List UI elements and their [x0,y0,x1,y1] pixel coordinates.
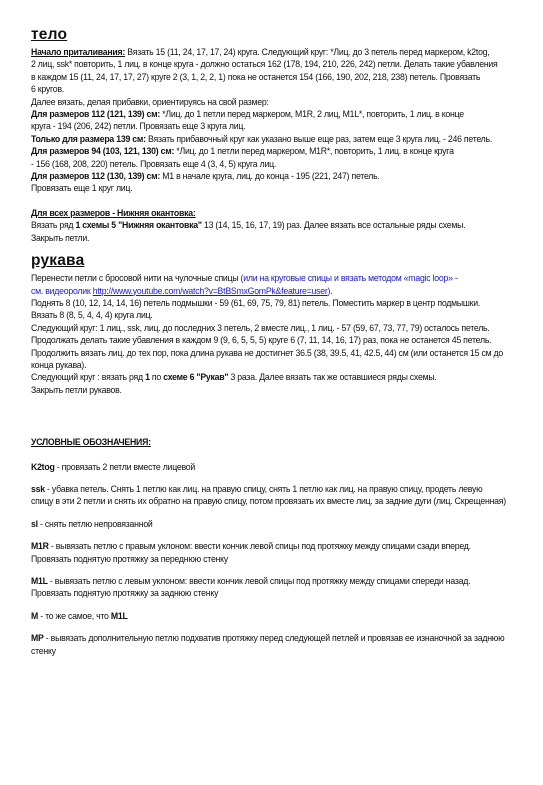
sleeve-line-4: Вязать 8 (8, 5, 4, 4, 4) круга лиц. [31,309,153,321]
sleeve-line-5: Следующий круг: 1 лиц., ssk, лиц. до последних 3 петель, 2 вместе лиц., 1 лиц. - 57 (59, 67, 73, 77, 79) осталось петель. [31,321,490,333]
sleeve-line-10: Закрыть петли рукавов. [31,383,122,395]
size-112-paragraph: Для размеров 112 (121, 139) см: *Лиц. до 1 петли перед маркером, M1R, 2 лиц, M1L*, повторить, 1 лиц. в конце [31,108,464,120]
sleeve-line-2: см. видеоролик http://www.youtube.com/watch?v=BtBSmxGomPk&feature=user). [31,284,333,296]
waist-label: Начало приталивания: [31,46,126,57]
waist-paragraph: Начало приталивания: Вязать 15 (11, 24, 17, 17, 24) круга. Следующий круг: *Лиц. до 3 петель перед маркером, k2tog, [31,46,490,57]
legend-m1l: M1L - вывязать петлю с левым уклоном: ввести кончик левой спицы под протяжку между спицами спереди назад. [31,575,471,586]
size-139-paragraph: Только для размера 139 см: Вязать прибавочный круг как указано выше еще раз, затем еще 3 круга лиц. - 246 петель. [31,132,493,144]
continue-text: Далее вязать, делая прибавки, ориентируясь на свой размер: [31,95,269,107]
sleeve-line-7: Продолжить вязать лиц. до тех пор, пока длина рукава не достигнет 36.5 (38, 39.5, 41, 42.5, 44) см (или останется 15 см до [31,346,504,358]
sleeve-line-1: Перенести петли с бросовой нити на чулочные спицы (или на круговые спицы и вязать методом «magic loop» - [31,272,458,284]
section-title-sleeves: рукава [31,252,85,270]
size-94-paragraph: Для размеров 94 (103, 121, 130) см: *Лиц. до 1 петли перед маркером, M1R*, повторить, 1 лиц. в конце круга [31,145,454,157]
sleeve-line-3: Поднять 8 (10, 12, 14, 14, 16) петель подмышки - 59 (61, 69, 75, 79, 81) петель. Поместить маркер в центр подмышки. [31,296,481,308]
all-sizes-paragraph: Вязать ряд 1 схемы 5 "Нижняя окантовка" 13 (14, 15, 16, 17, 19) раз. Далее вязать все остальные ряды схемы. [31,219,466,231]
legend-mp: MP - вывязать дополнительную петлю подхватив протяжку перед следующей петлей и провязав ее изнаночной за заднюю [31,632,505,644]
size-112b-paragraph: Для размеров 112 (130, 139) см: M1 в начале круга, лиц. до конца - 195 (221, 247) петель. [31,170,380,182]
legend-m: M - то же самое, что M1L [31,609,128,621]
all-sizes-label: Для всех размеров - Нижняя окантовка: [31,206,196,218]
section-title-body: тело [31,26,68,43]
sleeve-line-6: Продолжать делать такие убавления в каждом 9 (9, 6, 5, 5, 5) круге 6 (7, 11, 14, 16, 17) раз, пока не останется 45 петель. [31,334,492,346]
legend-sl: sl - снять петлю непровязанной [31,517,153,529]
video-link[interactable]: http://www.youtube.com/watch?v=BtBSmxGomPk&feature=user [92,284,328,296]
sleeve-line-8: конца рукава). [31,358,87,370]
legend-ssk: ssk - убавка петель. Снять 1 петлю как лиц. на правую спицу, снять 1 петлю как лиц. на правую спицу, продеть левую [31,482,483,494]
legend-title: УСЛОВНЫЕ ОБОЗНАЧЕНИЯ: [31,436,151,448]
document-page: тело Начало приталивания: Вязать 15 (11, 24, 17, 17, 24) круга. Следующий круг: *Лиц. до 3 петель перед маркером, k2tog, 2 лиц, ssk* повторить, 1 лиц. в конце круга - должно остаться 162 (178, 194, 210, 226, 242) петли. Делать такие убавления в каждом 15 (11, 24, 17, 17, 27) круге 2 (3, 1, 2, 2, 1) пока не останется 154 (166, 190, 202, 218, 238) петель. Провязать 6 кругов. Далее вязать, делая прибавки, ориентируясь на свой размер: Для размеров 112 (121, 139) см: *Лиц. до 1 петли перед маркером, M1R, 2 лиц, M1L*, повторить, 1 лиц. в конце круга - 194 (206, 242) петли. Провязать еще 3 круга лиц. Только для размера 139 см: Вязать прибавочный круг как указано выше еще раз, затем еще 3 круга лиц. - 246 петель. Для размеров 94 (103, 121, 130) см: *Лиц. до 1 петли перед маркером, M1R*, повторить, 1 лиц. в конце круга - 156 (168, 208, 220) петель. Провязать еще 4 (3, 4, 5) круга лиц. Для размеров 112 (130, 139) см: M1 в начале круга, лиц. до конца - 195 (221, 247) петель. Провязать еще 1 круг лиц. Для всех размеров - Нижняя окантовка: Вязать ряд 1 схемы 5 "Нижняя окантовка" 13 (14, 15, 16, 17, 19) раз. Далее вязать все остальные ряды схемы. Закрыть петли. рукава Перенести петли с бросовой нити на чулочные спицы (или на круговые спицы и вязать методом «magic loop» - см. видеоролик http://www.youtube.com/watch?v=BtBSmxGomPk&feature=user). Поднять 8 (10, 12, 14, 14, 16) петель подмышки - 59 (61, 69, 75, 79, 81) петель. Поместить маркер в центр подмышки. Вязать 8 (8, 5, 4, 4, 4) круга лиц. Следующий круг: 1 лиц., ssk, лиц. до последних 3 петель, 2 вместе лиц., 1 лиц. - 57 (59, 67, 73, 77, 79) осталось петель. Продолжать делать такие убавления в каждом 9 (9, 6, 5, 5, 5) круге 6 (7, 11, 14, 16, 17) раз, пока не останется 45 петель. Продолжить вязать лиц. до тех пор, пока длина рукава не достигнет 36.5 (38, 39.5, 41, 42.5, 44) см (или останется 15 см до конца рукава). Следующий круг : вязать ряд 1 по схеме 6 "Рукав" 3 раза. Далее вязать так же оставшиеся ряды схемы. Закрыть петли рукавов. УСЛОВНЫЕ ОБОЗНАЧЕНИЯ: K2tog - провязать 2 петли вместе лицевой ssk - убавка петель. Снять 1 петлю как лиц. на правую спицу, снять 1 петлю как лиц. на правую спицу, продеть левую спицу в эти 2 петли и снять их обратно на правую спицу, потом провязать их вместе лиц. за задние дуги (лиц. Скрещенная) sl - снять петлю непровязанной M1R - вывязать петлю с правым уклоном: ввести кончик левой спицы под протяжку между спицами сзади вперед. Провязать поднятую протяжку за переднюю стенку M1L - вывязать петлю с левым уклоном: ввести кончик левой спицы под протяжку между спицами спереди назад. Провязать поднятую протяжку за заднюю стенку M - то же самое, что M1L MP - вывязать дополнительную петлю подхватив протяжку перед следующей петлей и провязав ее изнаночной за заднюю стенку [31,26,521,657]
legend-k2tog: K2tog - провязать 2 петли вместе лицевой [31,460,196,472]
legend-m1r: M1R - вывязать петлю с правым уклоном: ввести кончик левой спицы под протяжку между спицами сзади вперед. [31,540,471,552]
sleeve-line-9: Следующий круг : вязать ряд 1 по схеме 6 "Рукав" 3 раза. Далее вязать так же оставшиеся ряды схемы. [31,371,437,383]
one-more-round: Провязать еще 1 круг лиц. [31,182,133,194]
